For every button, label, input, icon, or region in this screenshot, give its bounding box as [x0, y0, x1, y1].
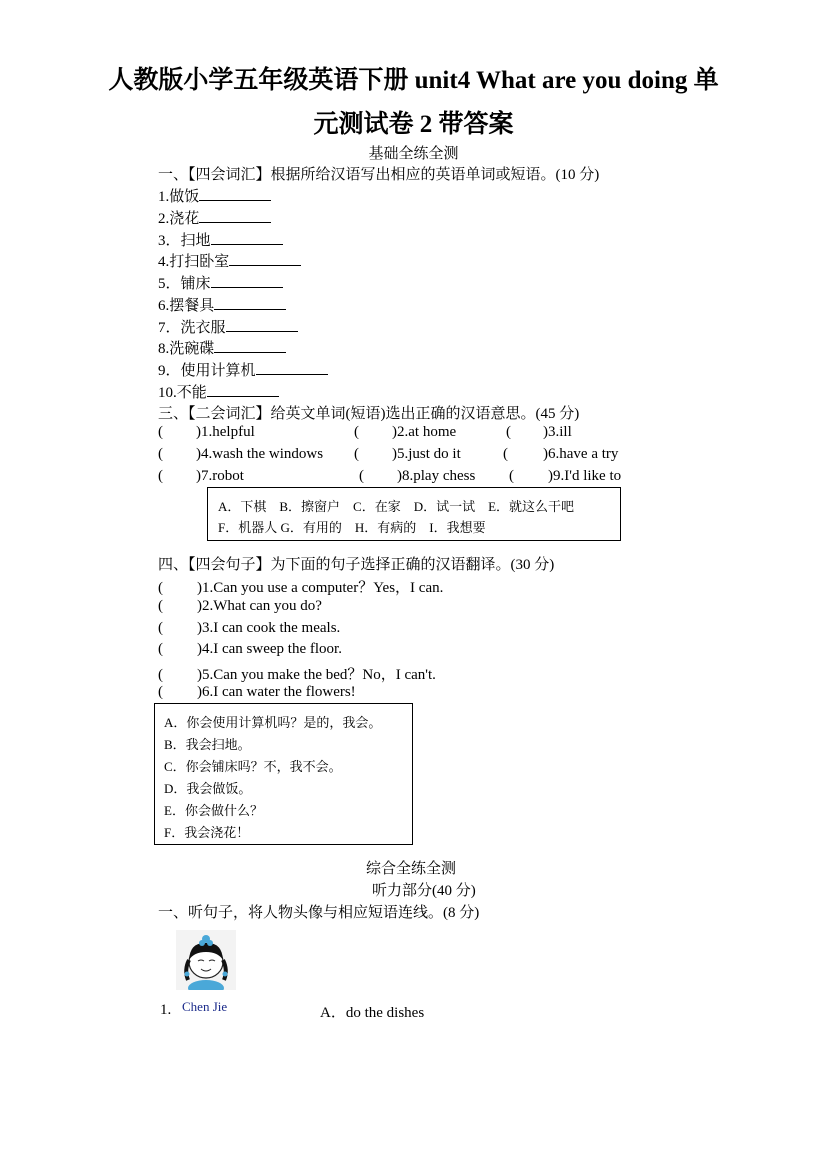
translation-option: B．我会扫地。 — [164, 737, 251, 752]
part4-heading: 四、【四会句子】为下面的句子选择正确的汉语翻译。(30 分) — [158, 557, 555, 573]
answer-blank[interactable] — [199, 187, 271, 201]
listen-item-number: 1. — [160, 1002, 172, 1018]
choice-item: 6.have a try — [548, 446, 619, 462]
choice-item: 8.play chess — [402, 468, 476, 484]
choice-item: 4.wash the windows — [201, 446, 324, 462]
answer-paren-open[interactable]: ( — [506, 424, 511, 440]
answer-paren-close: ) — [196, 424, 201, 440]
answer-paren-close: ) — [543, 424, 548, 440]
vocab-item: 4.打扫卧室 — [158, 250, 301, 271]
girl-portrait-icon — [176, 930, 236, 990]
answer-blank[interactable] — [214, 296, 286, 310]
answer-paren-open[interactable]: ( — [509, 468, 514, 484]
person-name-caption: Chen Jie — [182, 999, 228, 1014]
choice-item: 2.at home — [397, 424, 457, 440]
vocab-item: 10.不能 — [158, 381, 279, 402]
listening-heading: 听力部分(40 分) — [372, 883, 476, 899]
sentence-item: ( )6.I can water the flowers! — [158, 684, 356, 700]
section-comprehensive-heading: 综合全练全测 — [366, 861, 457, 877]
translation-option: C．你会铺床吗？不，我不会。 — [164, 759, 342, 774]
answer-paren-close: ) — [196, 446, 201, 462]
vocab-item: 7．洗衣服 — [158, 316, 298, 337]
answer-blank[interactable] — [207, 383, 279, 397]
options-line-1: A．下棋 B．擦窗户 C．在家 D．试一试 E．就这么干吧 — [218, 499, 575, 514]
answer-paren-close: ) — [548, 468, 553, 484]
answer-paren-close: ) — [397, 468, 402, 484]
sentence-item: ( )5.Can you make the bed？No，I can't. — [158, 667, 436, 683]
chen-jie-avatar — [176, 930, 236, 990]
answer-blank[interactable] — [229, 252, 301, 266]
vocab-item: 6.摆餐具 — [158, 294, 286, 315]
answer-paren-close: ) — [543, 446, 548, 462]
choice-item: 3.ill — [548, 424, 572, 440]
answer-paren-close: ) — [197, 684, 202, 700]
answer-paren-open[interactable]: ( — [158, 641, 163, 657]
answer-paren-open[interactable]: ( — [158, 667, 163, 683]
translation-option: D．我会做饭。 — [164, 781, 252, 796]
vocab-item: 8.洗碗碟 — [158, 337, 286, 358]
answer-blank[interactable] — [256, 361, 328, 375]
answer-paren-close: ) — [392, 424, 397, 440]
page-title-line-1: 人教版小学五年级英语下册 unit4 What are you doing 单 — [108, 67, 719, 94]
part3-heading: 三、【二会词汇】给英文单词(短语)选出正确的汉语意思。(45 分) — [158, 406, 580, 422]
answer-blank[interactable] — [226, 318, 298, 332]
answer-paren-open[interactable]: ( — [158, 424, 163, 440]
choice-item: 9.I'd like to — [553, 468, 622, 484]
sentence-item: ( )4.I can sweep the floor. — [158, 641, 342, 657]
sentence-item: ( )2.What can you do? — [158, 598, 322, 614]
sentence-item: ( )1.Can you use a computer？Yes，I can. — [158, 580, 444, 596]
vocab-item: 3．扫地 — [158, 229, 283, 250]
answer-paren-close: ) — [197, 620, 202, 636]
section-basic-heading: 基础全练全测 — [368, 146, 459, 162]
listen-option-a[interactable]: A．do the dishes — [320, 1005, 425, 1021]
listen1-heading: 一、听句子，将人物头像与相应短语连线。(8 分) — [158, 905, 480, 921]
choice-item: 7.robot — [201, 468, 244, 484]
vocab-item: 1.做饭 — [158, 185, 271, 206]
choice-item: 5.just do it — [397, 446, 461, 462]
answer-paren-open[interactable]: ( — [359, 468, 364, 484]
choice-item: 1.helpful — [201, 424, 255, 440]
answer-paren-open[interactable]: ( — [158, 620, 163, 636]
translation-option: F．我会浇花！ — [164, 825, 250, 840]
answer-paren-open[interactable]: ( — [158, 598, 163, 614]
answer-paren-open[interactable]: ( — [503, 446, 508, 462]
options-line-2: F．机器人 G．有用的 H．有病的 I．我想要 — [218, 520, 486, 535]
vocab-item: 5．铺床 — [158, 272, 283, 293]
answer-blank[interactable] — [214, 339, 286, 353]
answer-paren-open[interactable]: ( — [158, 684, 163, 700]
answer-paren-open[interactable]: ( — [158, 446, 163, 462]
answer-paren-open[interactable]: ( — [354, 446, 359, 462]
answer-blank[interactable] — [199, 209, 271, 223]
vocab-item: 2.浇花 — [158, 207, 271, 228]
translation-option: E．你会做什么？ — [164, 803, 263, 818]
answer-paren-open[interactable]: ( — [354, 424, 359, 440]
answer-paren-close: ) — [196, 468, 201, 484]
part3-options-box — [207, 487, 621, 541]
answer-paren-close: ) — [197, 598, 202, 614]
part1-heading: 一、【四会词汇】根据所给汉语写出相应的英语单词或短语。(10 分) — [158, 167, 600, 183]
vocab-item: 9．使用计算机 — [158, 359, 328, 380]
answer-paren-close: ) — [392, 446, 397, 462]
answer-paren-open[interactable]: ( — [158, 468, 163, 484]
part4-options-box — [154, 703, 413, 845]
translation-option: A．你会使用计算机吗？是的，我会。 — [164, 715, 382, 730]
answer-paren-close: ) — [197, 667, 202, 683]
answer-paren-close: ) — [197, 641, 202, 657]
sentence-item: ( )3.I can cook the meals. — [158, 620, 341, 636]
page-title-line-2: 元测试卷 2 带答案 — [313, 111, 514, 138]
answer-paren-open[interactable]: ( — [158, 580, 163, 596]
answer-paren-close: ) — [197, 580, 202, 596]
answer-blank[interactable] — [211, 274, 283, 288]
answer-blank[interactable] — [211, 231, 283, 245]
